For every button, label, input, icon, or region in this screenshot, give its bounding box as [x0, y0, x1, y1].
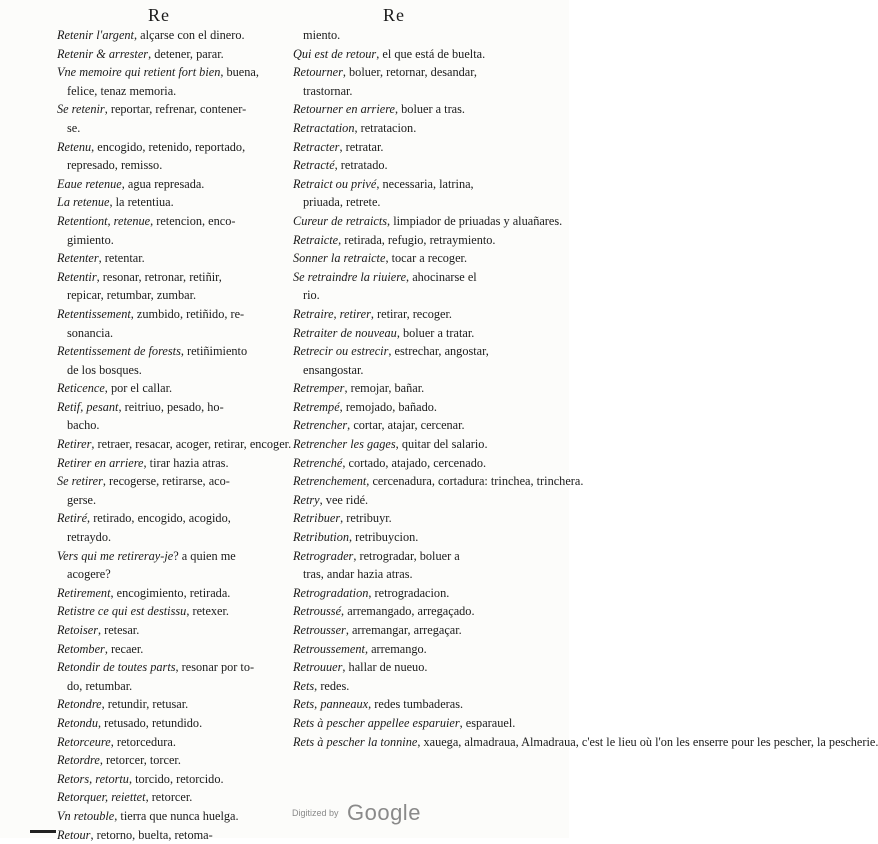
translation: , vee ridé.	[319, 492, 369, 507]
dictionary-line	[57, 677, 275, 696]
headword: Retrencher les gages	[293, 437, 396, 452]
translation: gimiento.	[67, 232, 114, 247]
headword: Se retenir	[57, 102, 105, 117]
headword: Retenir & arrester	[57, 46, 149, 61]
translation: , torcido, retorcido.	[128, 771, 224, 786]
dictionary-line	[57, 175, 275, 194]
headword: Retrecir ou estrecir	[293, 344, 389, 359]
dictionary-line	[57, 491, 275, 510]
dictionary-line	[293, 695, 521, 714]
headword: Retribution	[293, 530, 350, 545]
headword: Vne memoire qui retient fort bien	[57, 65, 221, 80]
dictionary-line	[57, 733, 275, 752]
dictionary-line	[57, 565, 275, 584]
dictionary-line	[57, 82, 275, 101]
translation: , retencion, enco-	[150, 213, 236, 228]
dictionary-line	[57, 602, 275, 621]
dictionary-line	[293, 305, 521, 324]
translation: , cortado, atajado, cercenado.	[342, 455, 487, 470]
headword: Retrousser	[293, 623, 346, 637]
translation: , retratado.	[334, 158, 388, 173]
dictionary-line	[293, 361, 521, 380]
dictionary-line	[57, 472, 275, 491]
translation: , retorcer, torcer.	[99, 753, 181, 768]
translation: , retratacion.	[354, 120, 417, 135]
translation: , retribuycion.	[349, 530, 419, 545]
dictionary-line	[293, 324, 521, 343]
dictionary-line	[293, 509, 521, 528]
dictionary-line	[57, 788, 275, 807]
translation: sonancia.	[67, 325, 114, 340]
translation: , quitar del salario.	[395, 437, 488, 452]
headword: Retoiser	[57, 623, 98, 637]
translation: , recogerse, retirarse, aco-	[102, 474, 230, 489]
headword: Retractation	[293, 120, 355, 135]
dictionary-line	[57, 640, 275, 659]
headword: Retenu	[57, 139, 92, 154]
headword: Retondir de toutes parts	[57, 660, 176, 675]
translation: , necessaria, latrina,	[376, 176, 474, 191]
dictionary-line	[57, 435, 292, 454]
translation: , arremango.	[364, 641, 427, 656]
dictionary-line	[293, 249, 521, 268]
right-column	[293, 26, 878, 751]
dictionary-line	[57, 695, 275, 714]
headword: Retomber	[57, 641, 105, 656]
dictionary-line	[57, 547, 275, 566]
translation: , por el callar.	[104, 381, 173, 396]
dictionary-line	[57, 63, 275, 82]
dictionary-line	[293, 26, 521, 45]
translation: tras, andar hazia atras.	[303, 567, 413, 582]
dictionary-line	[57, 138, 275, 157]
translation: , resonar por to-	[175, 660, 255, 675]
translation: , estrechar, angostar,	[388, 344, 489, 359]
google-logo: Google	[346, 800, 421, 825]
translation: acogere?	[67, 567, 111, 582]
translation: , retorcedura.	[110, 734, 176, 749]
dictionary-line	[293, 602, 521, 621]
dictionary-line	[57, 324, 275, 343]
translation: represado, remisso.	[67, 158, 163, 173]
dictionary-line	[293, 621, 521, 640]
headword: Retribuer	[293, 511, 341, 526]
headword: Retraiter de nouveau	[293, 325, 397, 340]
headword: Rets à pescher appellee esparuier	[293, 715, 460, 730]
translation: de los bosques.	[67, 362, 142, 377]
translation: , arremangar, arregaçar.	[345, 623, 462, 637]
dictionary-line	[57, 361, 275, 380]
translation: , limpiador de priuadas y aluañares.	[387, 213, 563, 228]
headword: Retors, retortu	[57, 771, 129, 786]
translation: , boluer, retornar, desandar,	[342, 65, 477, 80]
headword: Retentiont, retenue	[57, 213, 151, 228]
headword: Reticence	[57, 381, 105, 396]
headword: Retorquer, reiettet	[57, 790, 146, 805]
headword: Retiré	[57, 511, 88, 526]
dictionary-line	[293, 658, 521, 677]
dictionary-line	[293, 416, 521, 435]
dictionary-line	[57, 826, 275, 844]
dictionary-line	[293, 379, 521, 398]
dictionary-line	[57, 212, 275, 231]
dictionary-line	[293, 268, 521, 287]
translation: , retorcer.	[145, 790, 193, 805]
translation: , zumbido, retiñido, re-	[130, 306, 245, 321]
dictionary-line	[293, 119, 521, 138]
headword: Retraire, retirer	[293, 306, 371, 321]
headword: Retif, pesant	[57, 399, 119, 414]
translation: , tirar hazia atras.	[143, 455, 229, 470]
dictionary-line	[293, 138, 521, 157]
translation: , retorno, buelta, retoma-	[90, 827, 213, 842]
translation: , buena,	[220, 65, 259, 80]
dictionary-line	[57, 249, 275, 268]
dictionary-line	[293, 342, 521, 361]
translation: , redes.	[314, 678, 350, 693]
dictionary-line	[57, 714, 275, 733]
dictionary-line	[57, 342, 275, 361]
dictionary-line	[293, 714, 521, 733]
translation: repicar, retumbar, zumbar.	[67, 288, 197, 303]
dictionary-line	[293, 584, 521, 603]
translation: , retusado, retundido.	[97, 715, 203, 730]
headword: Retenir l'argent	[57, 28, 134, 42]
headword: Retirer	[57, 437, 92, 452]
headword: Retistre ce qui est destissu	[57, 604, 187, 619]
translation: ? a quien me	[173, 548, 236, 563]
translation: , recaer.	[104, 641, 144, 656]
translation: priuada, retrete.	[303, 195, 381, 210]
translation: , resonar, retronar, retiñir,	[96, 269, 222, 284]
dictionary-line	[293, 491, 521, 510]
translation: gerse.	[67, 492, 97, 507]
dictionary-line	[293, 528, 521, 547]
headword: Retracté	[293, 158, 335, 173]
headword: Retraicte	[293, 232, 339, 247]
headword: Retentissement	[57, 306, 131, 321]
translation: rio.	[303, 288, 320, 303]
digitized-by-label: Digitized by	[292, 808, 339, 818]
dictionary-line	[57, 658, 275, 677]
headword: Retondu	[57, 715, 98, 730]
translation: , retrogradacion.	[368, 585, 450, 600]
headword: Retrencher	[293, 418, 348, 433]
translation: bacho.	[67, 418, 100, 433]
running-head-right: Re	[383, 5, 405, 25]
dictionary-line	[57, 398, 275, 417]
dictionary-line	[293, 472, 584, 491]
dictionary-line	[293, 193, 521, 212]
headword: Rets	[293, 678, 315, 693]
headword: Retrogradation	[293, 585, 369, 600]
headword: Retrenché	[293, 455, 343, 470]
headword: Se retraindre la riuiere	[293, 269, 407, 284]
translation: , retrogradar, boluer a	[353, 548, 460, 563]
translation: , tocar a recoger.	[385, 251, 468, 266]
translation: , retesar.	[97, 623, 140, 637]
headword: Se retirer	[57, 474, 103, 489]
translation: , arremangado, arregaçado.	[341, 604, 475, 619]
translation: , agua represada.	[121, 176, 205, 191]
dictionary-line	[57, 305, 275, 324]
translation: , ahocinarse el	[406, 269, 477, 284]
translation: , remojado, bañado.	[339, 399, 437, 414]
headword: Retracter	[293, 139, 340, 154]
translation: , redes tumbaderas.	[368, 697, 464, 712]
dictionary-line	[57, 193, 275, 212]
translation: , xauega, almadraua, Almadraua, c'est le lieu où l'on les enserre pour les pescher, la pescherie.	[417, 734, 878, 749]
translation: do, retumbar.	[67, 678, 133, 693]
translation: , retexer.	[186, 604, 230, 619]
headword: Vers qui me retireray-je	[57, 548, 174, 563]
translation: , la retentiua.	[109, 195, 174, 210]
headword: Vn retouble	[57, 808, 115, 823]
dictionary-line	[293, 45, 521, 64]
dictionary-line	[57, 416, 275, 435]
dictionary-line	[57, 528, 275, 547]
translation: , boluer a tratar.	[396, 325, 475, 340]
headword: Retrenchement	[293, 474, 367, 489]
dictionary-line	[293, 640, 521, 659]
translation: , detener, parar.	[148, 46, 224, 61]
headword: Sonner la retraicte	[293, 251, 386, 266]
headword: Cureur de retraicts	[293, 213, 388, 228]
left-column	[57, 26, 292, 844]
headword: Retrouuer	[293, 660, 343, 675]
translation: , cortar, atajar, cercenar.	[347, 418, 465, 433]
headword: Eaue retenue	[57, 176, 122, 191]
translation: , el que está de buelta.	[376, 46, 486, 61]
headword: Retondre	[57, 697, 102, 712]
translation: , retentar.	[98, 251, 145, 266]
translation: , retundir, retusar.	[101, 697, 189, 712]
translation: , cercenadura, cortadura: trinchea, trinchera.	[366, 474, 584, 489]
headword: Retrograder	[293, 548, 354, 563]
headword: Retenter	[57, 251, 99, 266]
dictionary-line	[57, 751, 275, 770]
translation: , hallar de nueuo.	[342, 660, 428, 675]
translation: , alçarse con el dinero.	[133, 28, 245, 42]
translation: trastornar.	[303, 83, 353, 98]
translation: , retirada, refugio, retraymiento.	[338, 232, 496, 247]
translation: ensangostar.	[303, 362, 364, 377]
translation: , remojar, bañar.	[344, 381, 425, 396]
headword: Retry	[293, 492, 320, 507]
dictionary-line	[57, 45, 275, 64]
translation: , retratar.	[339, 139, 384, 154]
dictionary-line	[57, 379, 275, 398]
dictionary-line	[57, 509, 275, 528]
dictionary-line	[293, 677, 521, 696]
dictionary-line	[293, 435, 521, 454]
headword: Retour	[57, 827, 91, 842]
dictionary-line	[57, 807, 275, 826]
translation: , tierra que nunca huelga.	[114, 808, 239, 823]
dictionary-line	[57, 156, 275, 175]
translation: se.	[67, 120, 81, 135]
translation: , retiñimiento	[180, 344, 248, 359]
dictionary-line	[293, 212, 563, 231]
translation: , encogido, retenido, reportado,	[91, 139, 246, 154]
dictionary-line	[57, 26, 275, 45]
dictionary-line	[293, 82, 521, 101]
headword: Retordre	[57, 753, 100, 768]
dictionary-line	[57, 286, 275, 305]
headword: Rets, panneaux	[293, 697, 369, 712]
dictionary-line	[57, 100, 275, 119]
corner-rule	[30, 830, 56, 833]
headword: Rets à pescher la tonnine	[293, 734, 418, 749]
dictionary-line	[57, 770, 275, 789]
headword: Retroussé	[293, 604, 342, 619]
headword: Retentir	[57, 269, 97, 284]
translation: , reitriuo, pesado, ho-	[118, 399, 224, 414]
translation: , encogimiento, retirada.	[110, 585, 231, 600]
dictionary-line	[57, 231, 275, 250]
headword: Retremper	[293, 381, 345, 396]
dictionary-line	[293, 565, 521, 584]
dictionary-line	[293, 156, 521, 175]
dictionary-line	[293, 175, 521, 194]
dictionary-line	[293, 547, 521, 566]
headword: Retirer en arriere	[57, 455, 144, 470]
dictionary-line	[293, 286, 521, 305]
headword: Retirement	[57, 585, 111, 600]
translation: miento.	[303, 28, 341, 42]
translation: , boluer a tras.	[395, 102, 465, 117]
dictionary-line	[293, 733, 878, 752]
dictionary-line	[293, 231, 521, 250]
translation: , esparauel.	[459, 715, 516, 730]
headword: Retroussement	[293, 641, 365, 656]
translation: retraydo.	[67, 530, 112, 545]
running-head-left: Re	[148, 5, 170, 25]
translation: , retirar, recoger.	[370, 306, 452, 321]
dictionary-line	[293, 398, 521, 417]
dictionary-line	[293, 100, 521, 119]
headword: Retrempé	[293, 399, 340, 414]
dictionary-line	[57, 119, 275, 138]
headword: Retourner	[293, 65, 343, 80]
dictionary-line	[293, 63, 521, 82]
dictionary-line	[57, 268, 275, 287]
translation: , reportar, refrenar, contener-	[104, 102, 247, 117]
headword: Retraict ou privé	[293, 176, 377, 191]
dictionary-line	[57, 454, 275, 473]
translation: , retraer, resacar, acoger, retirar, encoger.	[91, 437, 292, 452]
dictionary-line	[293, 454, 521, 473]
headword: La retenue	[57, 195, 110, 210]
translation: , retirado, encogido, acogido,	[87, 511, 231, 526]
headword: Qui est de retour	[293, 46, 377, 61]
translation: , retribuyr.	[340, 511, 392, 526]
dictionary-line	[57, 621, 275, 640]
headword: Retorceure	[57, 734, 111, 749]
translation: felice, tenaz memoria.	[67, 83, 177, 98]
digitization-footer	[292, 800, 421, 826]
headword: Retourner en arriere	[293, 102, 395, 117]
dictionary-line	[57, 584, 275, 603]
headword: Retentissement de forests	[57, 344, 181, 359]
